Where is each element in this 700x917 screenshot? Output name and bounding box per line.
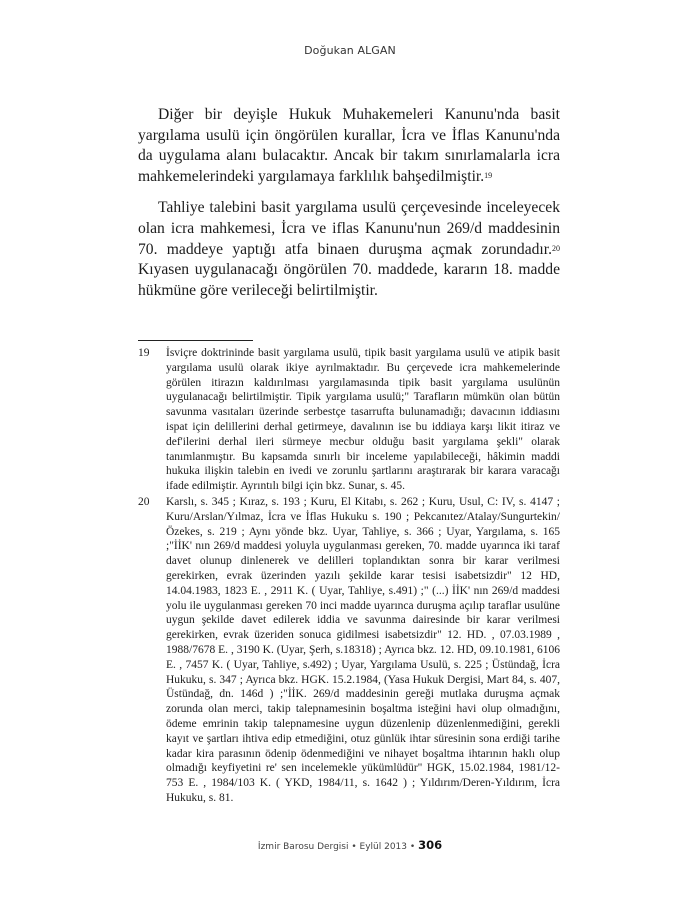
page-footer	[0, 838, 700, 852]
footnote-20	[138, 495, 560, 806]
page-number: 306	[418, 838, 443, 852]
paragraph-1	[138, 105, 560, 187]
paragraph-2-text: Tahliye talebini basit yargılama usulü çerçevesinde inceleyecek olan icra mahkemesi, İcra ve iflas Kanunu'nun 269/d maddesinin 70. maddeye yaptığı atfa binaen duruşma açmak zorundadır.	[138, 199, 560, 258]
footnotes	[138, 346, 560, 807]
footnote-ref-19[interactable]: 19	[484, 170, 493, 180]
footnote-19	[138, 346, 560, 494]
paragraph-2	[138, 198, 560, 301]
footnote-number: 20	[138, 495, 150, 508]
paragraph-1-text: Diğer bir deyişle Hukuk Muhakemeleri Kanunu'nda basit yargılama usulü için öngörülen kurallar, İcra ve İflas Kanunu'nda da uygulama alanı bulacaktır. Ancak bir takım sınırlamalarla icra mahkemelerindeki yargılamaya farklılık bahşedilmiştir.	[138, 106, 560, 185]
footnote-separator	[138, 340, 253, 341]
footnote-text: İsviçre doktrininde basit yargılama usulü, tipik basit yargılama usulü ve atipik basit yargılama usulü olarak ikiye ayrılmaktadır. Bu çerçevede icra mahkemelerinde görülen itirazın kaldırılması yargılamasında tipik basit yargılama usulünün uygulanacağı belirtilmiştir. Tipik yargılama usulü;" Tarafların mümkün olan bütün savunma vasıtaları üzerinde serbestçe tasarrufta bulunamadığı; davacının iddiasını ispat için delillerini derhal getirmeye, davalının ise bu iddiaya karşı likit itiraz ve def'ilerini derhal ileri sürmeye mecbur olduğu basit yargılama şekli" olarak tanımlanmıştır. Bu kapsamda sınırlı bir inceleme yapılabileceği, hâkimin maddi hukuka ilişkin talebin en ivedi ve zorunlu şartlarını araştırarak bir karara varacağı ifade edilmiştir. Ayrıntılı bilgi için bkz. Sunar, s. 45.	[166, 347, 560, 493]
paragraph-2-text-cont: Kıyasen uygulanacağı öngörülen 70. maddede, kararın 18. madde hükmüne göre verileceği belirtilmiştir.	[138, 261, 560, 299]
footnote-text: Karslı, s. 345 ; Kıraz, s. 193 ; Kuru, El Kitabı, s. 262 ; Kuru, Usul, C: IV, s. 4147 ; Kuru/Arslan/Yılmaz, İcra ve İflas Hukuku s. 190 ; Pekcanıtez/Atalay/Sungurtekin/Özekes, s. 219 ; Aynı yönde bkz. Uyar, Tahliye, s. 366 ; Uyar, Yargılama, s. 165 ;"İİK' nın 269/d maddesi yoluyla uygulanması gereken, 70. madde uyarınca iki taraf davet olunup dinlenerek ve delilleri toplandıktan sonra bir karar verilmesi gerekirken, evrak üzerinden yazılı şekilde karar tesisi isabetsizdir" 12 HD, 14.04.1983, 1823 E. , 2911 K. ( Uyar, Tahliye, s.491) ;" (...) İİK' nın 269/d maddesi yolu ile uygulanması gereken 70 inci madde uyarınca duruşma açılıp taraflar usulüne uygun şekilde davet edilerek iddia ve savunma dairesinde bir karar verilmesi gerekirken, evrak üzeriden sonuca gidilmesi isabetsizdir" 12. HD. , 07.03.1989 , 1988/7678 E. , 3190 K. (Uyar, Şerh, s.18318) ; Ayrıca bkz. 12. HD, 09.10.1981, 6106 E. , 7457 K. ( Uyar, Tahliye, s.492) ; Uyar, Yargılama Usulü, s. 225 ; Üstündağ, İcra Hukuku, s. 347 ; Ayrıca bkz. HGK. 15.2.1984, (Yasa Hukuk Dergisi, Mart 84, s. 407, Üstündağ, dn. 146d ) ;"İİK. 269/d maddesinin gereği mutlaka duruşma açmak zorunda olan merci, takip talepnamesinin boşaltma isteğini havi olup olmadığını, ödeme emrinin takip talepnamesine uygun düzenlenip düzenlenmediğini, gerekli kayıt ve şartları ihtiva edip etmediğini, otuz günlük ihtar süresinin sona erdiği tarihe kadar kira parasının ödenip ödenmediğini ve nihayet boşaltma ihtarının haklı olup olmadığı keyfiyetini re' sen incelemekle yükümlüdür" HGK, 15.02.1984, 1981/12-753 E. , 1984/103 K. ( YKD, 1984/11, s. 1642 ) ; Yıldırım/Deren-Yıldırım, İcra Hukuku, s. 81.	[166, 495, 560, 804]
running-header-author: Doğukan ALGAN	[304, 44, 396, 57]
journal-name: İzmir Barosu Dergisi • Eylül 2013 •	[257, 842, 416, 852]
footnote-ref-20[interactable]: 20	[552, 243, 560, 253]
footnote-number: 19	[138, 347, 150, 359]
main-text	[138, 105, 560, 312]
